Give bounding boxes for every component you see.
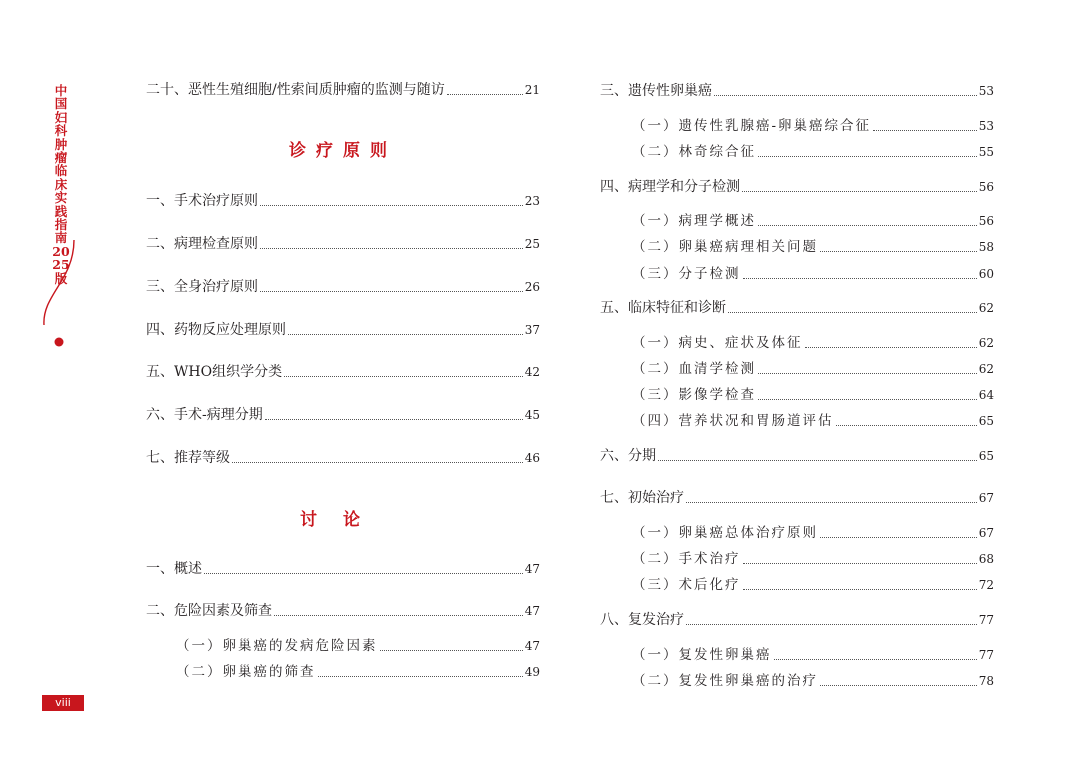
- toc-entry-page: 23: [524, 194, 540, 208]
- toc-subentry[interactable]: [632, 549, 994, 569]
- toc-entry[interactable]: [600, 81, 994, 101]
- toc-entry-title: 三、遗传性卵巢癌: [600, 83, 712, 99]
- toc-entry[interactable]: [146, 405, 540, 425]
- toc-entry-title: 一、概述: [146, 561, 202, 577]
- toc-entry-page: 47: [524, 604, 540, 618]
- toc-entry[interactable]: [600, 488, 994, 508]
- toc-entry-page: 65: [978, 449, 994, 463]
- toc-entry-title: （一）卵巢癌总体治疗原则: [632, 525, 818, 541]
- toc-entry-page: 68: [978, 552, 994, 566]
- toc-entry-title: （二）卵巢癌病理相关问题: [632, 239, 818, 255]
- toc-entry-title: （一）复发性卵巢癌: [632, 647, 772, 663]
- toc-entry-page: 47: [524, 562, 540, 576]
- toc-entry-page: 21: [524, 83, 540, 97]
- leader-dots: [820, 537, 977, 538]
- toc-subentry[interactable]: [632, 116, 994, 136]
- toc-entry-title: 五、WHO组织学分类: [146, 364, 283, 380]
- toc-entry-title: （三）术后化疗: [632, 577, 741, 593]
- toc-entry[interactable]: [600, 298, 994, 318]
- toc-entry-page: 67: [978, 526, 994, 540]
- leader-dots: [658, 460, 977, 461]
- toc-entry-title: 七、推荐等级: [146, 450, 230, 466]
- toc-entry-title: （三）分子检测: [632, 266, 741, 282]
- toc-entry-page: 42: [524, 365, 540, 379]
- leader-dots: [758, 156, 977, 157]
- toc-entry-page: 53: [978, 119, 994, 133]
- toc-subentry[interactable]: [176, 662, 540, 682]
- toc-entry[interactable]: [600, 610, 994, 630]
- toc-subentry[interactable]: [632, 333, 994, 353]
- leader-dots: [758, 373, 977, 374]
- toc-subentry[interactable]: [632, 575, 994, 595]
- toc-entry-title: （二）林奇综合征: [632, 144, 756, 160]
- toc-entry-page: 78: [978, 674, 994, 688]
- toc-entry-page: 62: [978, 336, 994, 350]
- toc-entry-title: 二、病理检查原则: [146, 236, 258, 252]
- toc-entry[interactable]: [146, 448, 540, 468]
- toc-entry-title: 六、分期: [600, 448, 656, 464]
- leader-dots: [820, 251, 977, 252]
- page-number-badge: viii: [42, 695, 84, 711]
- toc-entry[interactable]: [146, 362, 540, 382]
- toc-subentry[interactable]: [176, 636, 540, 656]
- toc-entry-page: 49: [524, 665, 540, 679]
- toc-entry[interactable]: [146, 559, 540, 579]
- toc-entry-title: 三、全身治疗原则: [146, 279, 258, 295]
- toc-entry-page: 65: [978, 414, 994, 428]
- leader-dots: [288, 334, 523, 335]
- toc-entry-title: （二）复发性卵巢癌的治疗: [632, 673, 818, 689]
- toc-entry-title: （一）遗传性乳腺癌-卵巢癌综合征: [632, 118, 872, 134]
- toc-entry-title: 六、手术-病理分期: [146, 407, 263, 423]
- toc-entry-title: （二）血清学检测: [632, 361, 756, 377]
- toc-entry[interactable]: [146, 601, 540, 621]
- toc-entry-title: 八、复发治疗: [600, 612, 684, 628]
- toc-entry-title: （二）手术治疗: [632, 551, 741, 567]
- toc-entry-page: 72: [978, 578, 994, 592]
- leader-dots: [274, 615, 523, 616]
- toc-entry[interactable]: [146, 320, 540, 340]
- leader-dots: [836, 425, 977, 426]
- toc-subentry[interactable]: [632, 142, 994, 162]
- decorative-curve-icon: [34, 240, 84, 350]
- leader-dots: [873, 130, 977, 131]
- toc-entry[interactable]: [146, 234, 540, 254]
- toc-entry-title: （一）病理学概述: [632, 213, 756, 229]
- toc-entry-page: 77: [978, 648, 994, 662]
- toc-entry[interactable]: [146, 191, 540, 211]
- leader-dots: [758, 399, 977, 400]
- toc-entry-title: （一）卵巢癌的发病危险因素: [176, 638, 378, 654]
- leader-dots: [204, 573, 523, 574]
- toc-entry-title: 一、手术治疗原则: [146, 193, 258, 209]
- leader-dots: [260, 205, 523, 206]
- toc-entry-title: 二十、恶性生殖细胞/性索间质肿瘤的监测与随访: [146, 82, 445, 98]
- toc-subentry[interactable]: [632, 523, 994, 543]
- toc-entry-title: 四、药物反应处理原则: [146, 322, 286, 338]
- toc-entry-title: 五、临床特征和诊断: [600, 300, 726, 316]
- toc-subentry[interactable]: [632, 264, 994, 284]
- toc-entry-title: 七、初始治疗: [600, 490, 684, 506]
- toc-entry-title: 二、危险因素及筛查: [146, 603, 272, 619]
- leader-dots: [758, 225, 977, 226]
- leader-dots: [260, 248, 523, 249]
- toc-subentry[interactable]: [632, 237, 994, 257]
- section-heading-discussion: 讨论: [300, 510, 386, 530]
- toc-subentry[interactable]: [632, 211, 994, 231]
- leader-dots: [743, 589, 977, 590]
- leader-dots: [265, 419, 523, 420]
- toc-subentry[interactable]: [632, 645, 994, 665]
- toc-entry[interactable]: [146, 277, 540, 297]
- toc-subentry[interactable]: [632, 385, 994, 405]
- toc-entry-page: 53: [978, 84, 994, 98]
- toc-entry-page: 56: [978, 180, 994, 194]
- leader-dots: [380, 650, 523, 651]
- leader-dots: [447, 94, 523, 95]
- toc-subentry[interactable]: [632, 671, 994, 691]
- running-title: 中国妇科肿瘤临床实践指南2025版: [52, 83, 70, 286]
- leader-dots: [714, 95, 977, 96]
- leader-dots: [232, 462, 523, 463]
- leader-dots: [284, 376, 523, 377]
- toc-entry-page: 55: [978, 145, 994, 159]
- leader-dots: [686, 502, 977, 503]
- leader-dots: [260, 291, 523, 292]
- leader-dots: [743, 563, 977, 564]
- toc-entry-page: 25: [524, 237, 540, 251]
- toc-entry-title: 四、病理学和分子检测: [600, 179, 740, 195]
- leader-dots: [318, 676, 523, 677]
- toc-entry[interactable]: [600, 177, 994, 197]
- toc-entry-page: 60: [978, 267, 994, 281]
- leader-dots: [805, 347, 977, 348]
- toc-entry-title: （一）病史、症状及体征: [632, 335, 803, 351]
- toc-entry-page: 46: [524, 451, 540, 465]
- toc-entry-page: 47: [524, 639, 540, 653]
- toc-entry-title: （三）影像学检查: [632, 387, 756, 403]
- toc-entry-page: 56: [978, 214, 994, 228]
- toc-entry-page: 37: [524, 323, 540, 337]
- toc-entry-page: 26: [524, 280, 540, 294]
- toc-entry-page: 67: [978, 491, 994, 505]
- toc-subentry[interactable]: [632, 359, 994, 379]
- toc-entry-page: 45: [524, 408, 540, 422]
- toc-entry-title: （四）营养状况和胃肠道评估: [632, 413, 834, 429]
- toc-entry[interactable]: [146, 80, 540, 100]
- toc-subentry[interactable]: [632, 411, 994, 431]
- toc-entry-page: 58: [978, 240, 994, 254]
- leader-dots: [774, 659, 977, 660]
- leader-dots: [742, 191, 977, 192]
- toc-entry-page: 62: [978, 362, 994, 376]
- toc-entry-page: 77: [978, 613, 994, 627]
- toc-entry-page: 64: [978, 388, 994, 402]
- leader-dots: [728, 312, 977, 313]
- toc-entry[interactable]: [600, 446, 994, 466]
- toc-entry-page: 62: [978, 301, 994, 315]
- toc-entry-title: （二）卵巢癌的筛查: [176, 664, 316, 680]
- leader-dots: [686, 624, 977, 625]
- leader-dots: [743, 278, 977, 279]
- leader-dots: [820, 685, 977, 686]
- section-heading-principles: 诊疗原则: [289, 141, 397, 161]
